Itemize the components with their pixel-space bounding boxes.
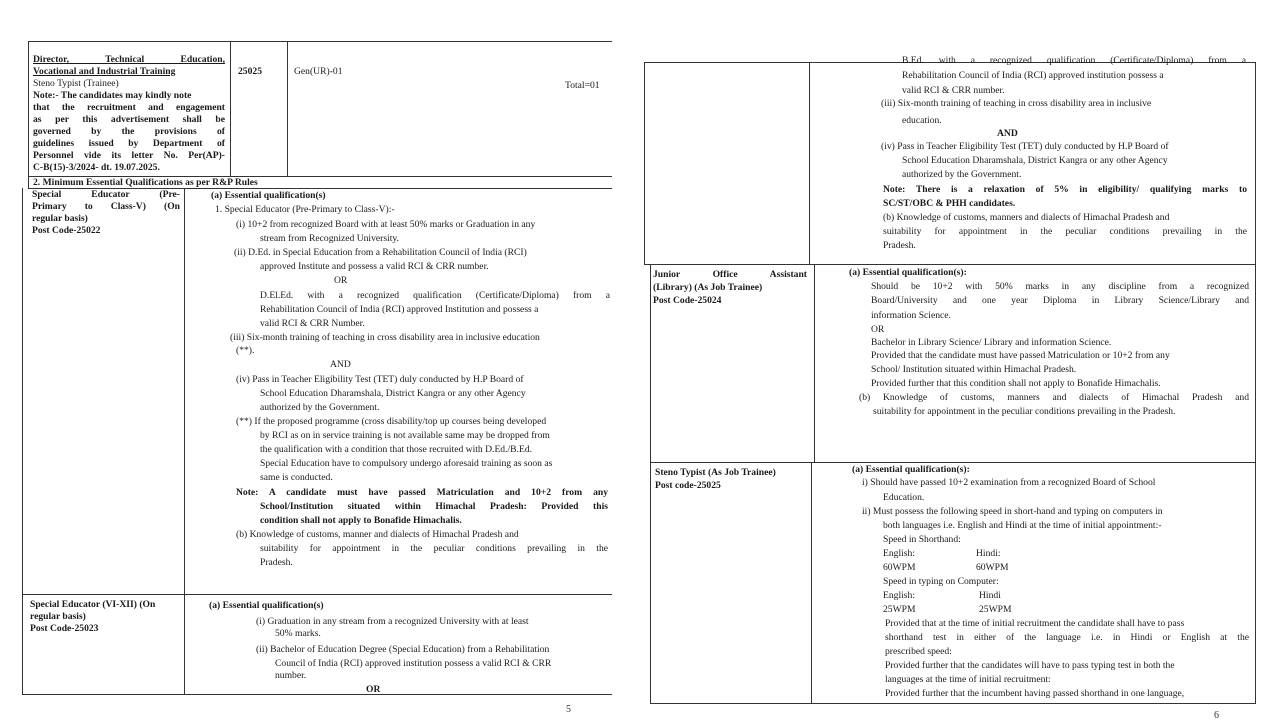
post-name-line: Primary to Class-V) (On — [32, 201, 180, 212]
continuation-line: (iv) Pass in Teacher Eligibility Test (TET) duly conducted by H.P Board of — [881, 141, 1169, 152]
qual-line: information Science. — [871, 310, 951, 321]
qual-line: i) Should have passed 10+2 examination from a recognized Board of School — [862, 477, 1156, 488]
qual-note-line: School/Institution situated within Himachal Pradesh: Provided this — [260, 501, 608, 512]
post-code-value: 25025 — [238, 66, 262, 77]
director-note-line: Note:- The candidates may kindly note — [33, 90, 192, 101]
qual-line: AND — [330, 359, 351, 370]
director-note-line: that the recruitment and engagement — [33, 102, 225, 113]
continuation-line: B.Ed. with a recognized qualification (Certificate/Diploma) from a — [902, 55, 1246, 66]
table-rule — [28, 41, 612, 42]
page-6 — [640, 0, 1280, 720]
qual-line: (a) Essential qualification(s) — [211, 190, 326, 201]
qual-line: D.El.Ed. with a recognized qualification (Certificate/Diploma) from a — [260, 290, 610, 301]
director-note-line: Personnel vide its letter No. Per(AP)- — [33, 150, 225, 161]
table-rule — [1255, 62, 1256, 703]
qual-line: (**) If the proposed programme (cross disability/top up courses being developed — [236, 416, 547, 427]
post-name-line: Special Educator (Pre- — [32, 189, 180, 200]
continuation-line: Rehabilitation Council of India (RCI) approved institution possess a — [902, 70, 1164, 81]
qual-line: (i) Graduation in any stream from a recognized University with at least — [256, 616, 529, 627]
continuation-line: (b) Knowledge of customs, manners and dialects of Himachal Pradesh and — [883, 212, 1170, 223]
continuation-note: Note: There is a relaxation of 5% in eligibility/ qualifying marks to — [883, 184, 1247, 195]
continuation-line: School Education Dharamshala, District Kangra or any other Agency — [902, 155, 1168, 166]
table-rule — [22, 594, 612, 595]
director-note-line: as per this advertisement shall be — [33, 114, 225, 125]
qual-line: the qualification with a condition that those recruited with D.Ed./B.Ed. — [260, 444, 533, 455]
continuation-line: education. — [902, 115, 942, 126]
qual-line: ii) Must possess the following speed in short-hand and typing on computers in — [862, 506, 1163, 517]
table-rule — [809, 62, 810, 264]
table-rule — [22, 694, 612, 695]
qual-line: (ii) Bachelor of Education Degree (Special Education) from a Rehabilitation — [256, 644, 550, 655]
page-number: 5 — [566, 704, 571, 715]
qual-line: (b) Knowledge of customs, manner and dialects of Himachal Pradesh and — [236, 529, 519, 540]
continuation-line: valid RCI & CRR number. — [902, 85, 1005, 96]
qual-line: English: — [883, 548, 915, 559]
qual-line: suitability for appointment in the peculiar conditions prevailing in the Pradesh. — [873, 406, 1176, 417]
qual-line: languages at the time of initial recruitment: — [885, 674, 1051, 685]
qual-line: Hindi: — [976, 548, 1001, 559]
qual-line: School/ Institution situated within Himachal Pradesh. — [871, 364, 1077, 375]
qual-line: (a) Essential qualification(s): — [849, 267, 967, 278]
post-code: Post Code-25024 — [653, 295, 722, 306]
director-line-2: Vocational and Industrial Training — [33, 66, 176, 77]
qual-note-line: Note: A candidate must have passed Matriculation and 10+2 from any — [236, 487, 608, 498]
table-rule — [650, 703, 1256, 704]
continuation-line: (iii) Six-month training of teaching in cross disability area in inclusive — [881, 98, 1152, 109]
qual-line: (iv) Pass in Teacher Eligibility Test (TET) duly conducted by H.P Board of — [236, 374, 524, 385]
qual-line: suitability for appointment in the peculiar conditions prevailing in the — [260, 543, 608, 554]
qual-line: (b) Knowledge of customs, manners and dialects of Himachal Pradesh and — [859, 392, 1249, 403]
qual-line: Hindi — [979, 590, 1001, 601]
qual-line: Speed in Shorthand: — [883, 534, 961, 545]
table-rule — [22, 188, 23, 694]
qual-line: 25WPM — [883, 604, 916, 615]
qual-line: 25WPM — [979, 604, 1012, 615]
post-name-line: Steno Typist (As Job Trainee) — [655, 467, 776, 478]
qual-line: Rehabilitation Council of India (RCI) approved Institution and possess a — [260, 304, 539, 315]
qual-line: same is conducted. — [260, 472, 333, 483]
qual-line: OR — [334, 275, 348, 286]
qual-line: Provided further that this condition shall not apply to Bonafide Himachalis. — [871, 378, 1161, 389]
qual-line: both languages i.e. English and Hindi at the time of initial appointment:- — [883, 520, 1162, 531]
category-value: Gen(UR)-01 — [294, 66, 343, 77]
post-code: Post code-25025 — [655, 480, 721, 491]
qual-line: Provided that the candidate must have passed Matriculation or 10+2 from any — [871, 350, 1170, 361]
director-note-line: governed by the provisions of — [33, 126, 225, 137]
post-name-line: (Library) (As Job Trainee) — [653, 282, 763, 293]
qual-line: valid RCI & CRR Number. — [260, 318, 365, 329]
qual-line: Provided further that the candidates will have to pass typing test in both the — [885, 660, 1175, 671]
post-name-line: Junior Office Assistant — [653, 269, 807, 280]
qual-line: stream from Recognized University. — [260, 233, 399, 244]
qual-line: by RCI as on in service training is not available same may be dropped from — [260, 430, 550, 441]
director-post-name: Steno Typist (Trainee) — [33, 78, 119, 89]
table-rule — [230, 41, 231, 176]
qual-line: Council of India (RCI) approved institution possess a valid RCI & CRR — [275, 658, 552, 669]
qual-line: number. — [275, 670, 307, 681]
post-name-line: regular basis) — [32, 213, 88, 224]
qual-line: (ii) D.Ed. in Special Education from a Rehabilitation Council of India (RCI) — [234, 247, 527, 258]
section-heading: 2. Minimum Essential Qualifications as per R&P Rules — [33, 177, 258, 188]
table-rule — [28, 41, 29, 188]
qual-line: (i) 10+2 from recognized Board with at least 50% marks or Graduation in any — [236, 219, 536, 230]
qual-line: Special Education have to compulsory undergo aforesaid training as soon as — [260, 458, 553, 469]
director-note-line: guidelines issued by Department of — [33, 138, 225, 149]
qual-note-line: condition shall not apply to Bonafide Himachalis. — [260, 515, 462, 526]
qual-line: Pradesh. — [260, 557, 293, 568]
qual-line: Board/University and one year Diploma in Library Science/Library and — [871, 295, 1249, 306]
post-name-line: Special Educator (VI-XII) (On — [30, 599, 156, 610]
table-rule — [644, 62, 645, 264]
table-rule — [811, 462, 812, 703]
qual-line: prescribed speed: — [885, 646, 952, 657]
director-line-1: Director, Technical Education, — [33, 54, 225, 65]
qual-line: shorthand test in either of the language i.e. in Hindi or English at the — [885, 632, 1249, 643]
qual-line: 60WPM — [976, 562, 1009, 573]
qual-line: (**). — [236, 345, 255, 356]
continuation-line: Pradesh. — [883, 240, 916, 251]
total-value: Total=01 — [565, 80, 600, 91]
director-note-line: C-B(15)-3/2024- dt. 19.07.2025. — [33, 162, 160, 173]
table-rule — [184, 188, 185, 694]
qual-line: (a) Essential qualification(s): — [852, 464, 970, 475]
table-rule — [814, 264, 815, 462]
qual-line: Speed in typing on Computer: — [883, 576, 999, 587]
qual-line: Bachelor in Library Science/ Library and information Science. — [871, 337, 1112, 348]
post-code: Post Code-25023 — [30, 623, 99, 634]
qual-line: authorized by the Government. — [260, 402, 380, 413]
qual-line: Should be 10+2 with 50% marks in any discipline from a recognized — [871, 281, 1249, 292]
qual-line: 60WPM — [883, 562, 916, 573]
qual-line: (a) Essential qualification(s) — [209, 600, 324, 611]
qual-line: Provided that at the time of initial recruitment the candidate shall have to pass — [885, 618, 1185, 629]
qual-line: 1. Special Educator (Pre-Primary to Class-V):- — [215, 204, 395, 215]
table-rule — [287, 41, 288, 176]
table-rule — [644, 264, 1256, 265]
qual-line: 50% marks. — [275, 628, 321, 639]
continuation-line: suitability for appointment in the peculiar conditions prevailing in the — [883, 226, 1247, 237]
table-rule — [650, 264, 651, 703]
continuation-line: authorized by the Government. — [902, 169, 1022, 180]
qual-line: School Education Dharamshala, District Kangra or any other Agency — [260, 388, 526, 399]
qual-line: (iii) Six-month training of teaching in cross disability area in inclusive education — [230, 332, 540, 343]
page-number: 6 — [1214, 710, 1219, 720]
qual-line: OR — [366, 684, 381, 695]
qual-line: Education. — [883, 492, 925, 503]
continuation-line: AND — [997, 128, 1018, 139]
qual-line: English: — [883, 590, 915, 601]
qual-line: approved Institute and possess a valid RCI & CRR number. — [260, 261, 489, 272]
post-code: Post Code-25022 — [32, 225, 101, 236]
continuation-note: SC/ST/OBC & PHH candidates. — [883, 198, 1016, 209]
qual-line: Provided further that the incumbent having passed shorthand in one language, — [885, 688, 1185, 699]
post-name-line: regular basis) — [30, 611, 86, 622]
qual-line: OR — [871, 324, 885, 335]
